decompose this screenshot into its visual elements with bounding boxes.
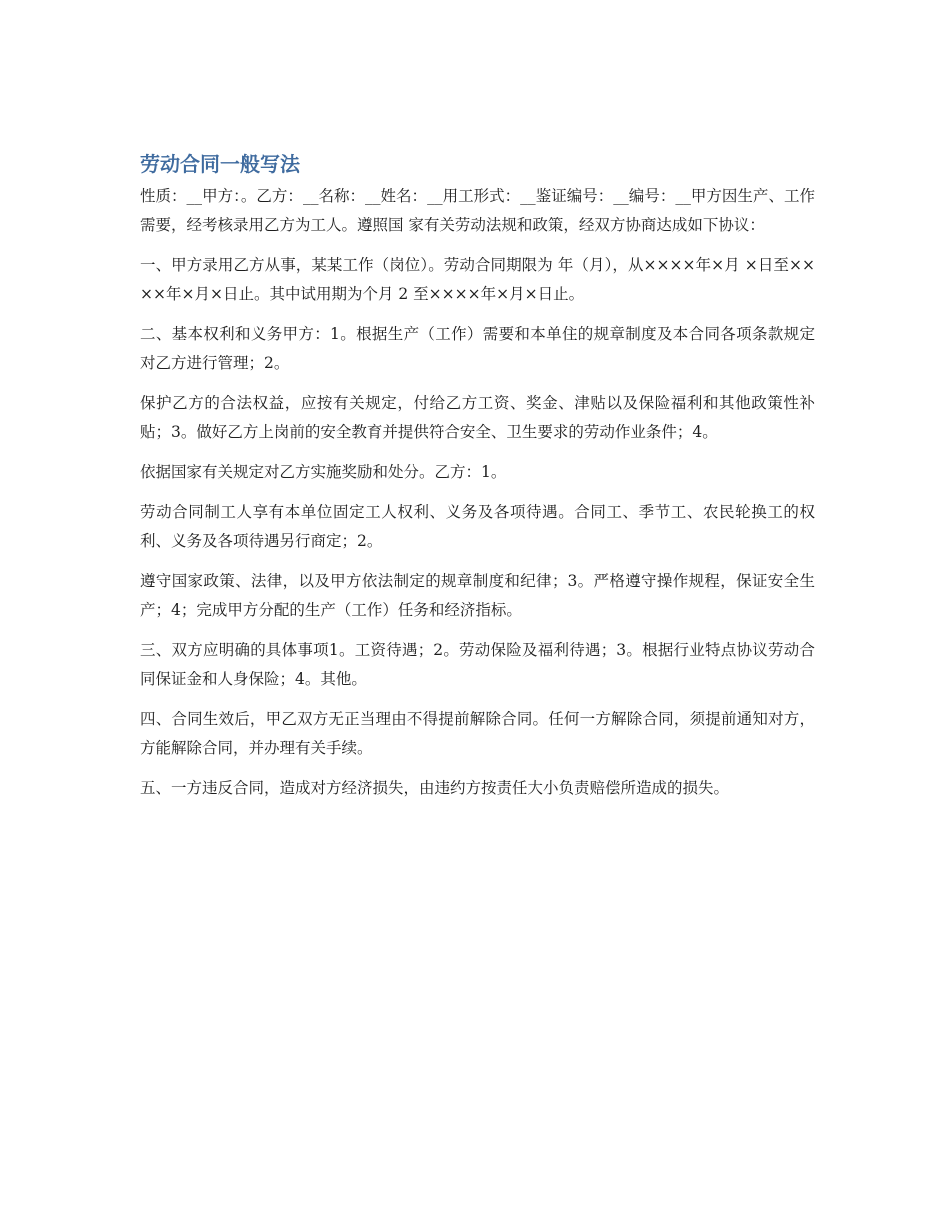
paragraph-clause-5: 五、一方违反合同，造成对方经济损失，由违约方按责任大小负责赔偿所造成的损失。 [140,779,730,797]
paragraph-preamble: 性质：__甲方：。乙方：__名称：__姓名：__用工形式：__鉴证编号：__编号：__甲方因生产、工作需要，经考核录用乙方为工人。遵照国 家有关劳动法规和政策，经双方协商达成如下协议： [140,187,815,234]
paragraph-clause-2-party-b-rights: 劳动合同制工人享有本单位固定工人权利、义务及各项待遇。合同工、季节工、农民轮换工的权利、义务及各项待遇另行商定；2。 [140,503,815,550]
paragraph-clause-2-party-b-duties: 遵守国家政策、法律，以及甲方依法制定的规章制度和纪律；3。严格遵守操作规程，保证安全生产；4；完成甲方分配的生产（工作）任务和经济指标。 [140,572,815,619]
paragraph-clause-2-rewards: 依据国家有关规定对乙方实施奖励和处分。乙方：1。 [140,463,507,481]
paragraph-clause-3: 三、双方应明确的具体事项1。工资待遇；2。劳动保险及福利待遇；3。根据行业特点协议劳动合同保证金和人身保险；4。其他。 [140,641,815,688]
document-page [140,150,815,814]
paragraph-clause-2-rights: 保护乙方的合法权益，应按有关规定，付给乙方工资、奖金、津贴以及保险福利和其他政策性补贴；3。做好乙方上岗前的安全教育并提供符合安全、卫生要求的劳动作业条件；4。 [140,394,815,441]
paragraph-clause-4: 四、合同生效后，甲乙双方无正当理由不得提前解除合同。任何一方解除合同，须提前通知对方，方能解除合同，并办理有关手续。 [140,710,815,757]
paragraph-clause-1: 一、甲方录用乙方从事，某某工作（岗位）。劳动合同期限为 年（月），从××××年×月 ×日至××××年×月×日止。其中试用期为个月 2 至××××年×月×日止。 [140,256,815,303]
paragraph-clause-2: 二、基本权利和义务甲方：1。根据生产（工作）需要和本单住的规章制度及本合同各项条款规定对乙方进行管理；2。 [140,325,815,372]
document-title: 劳动合同一般写法 [140,152,300,176]
